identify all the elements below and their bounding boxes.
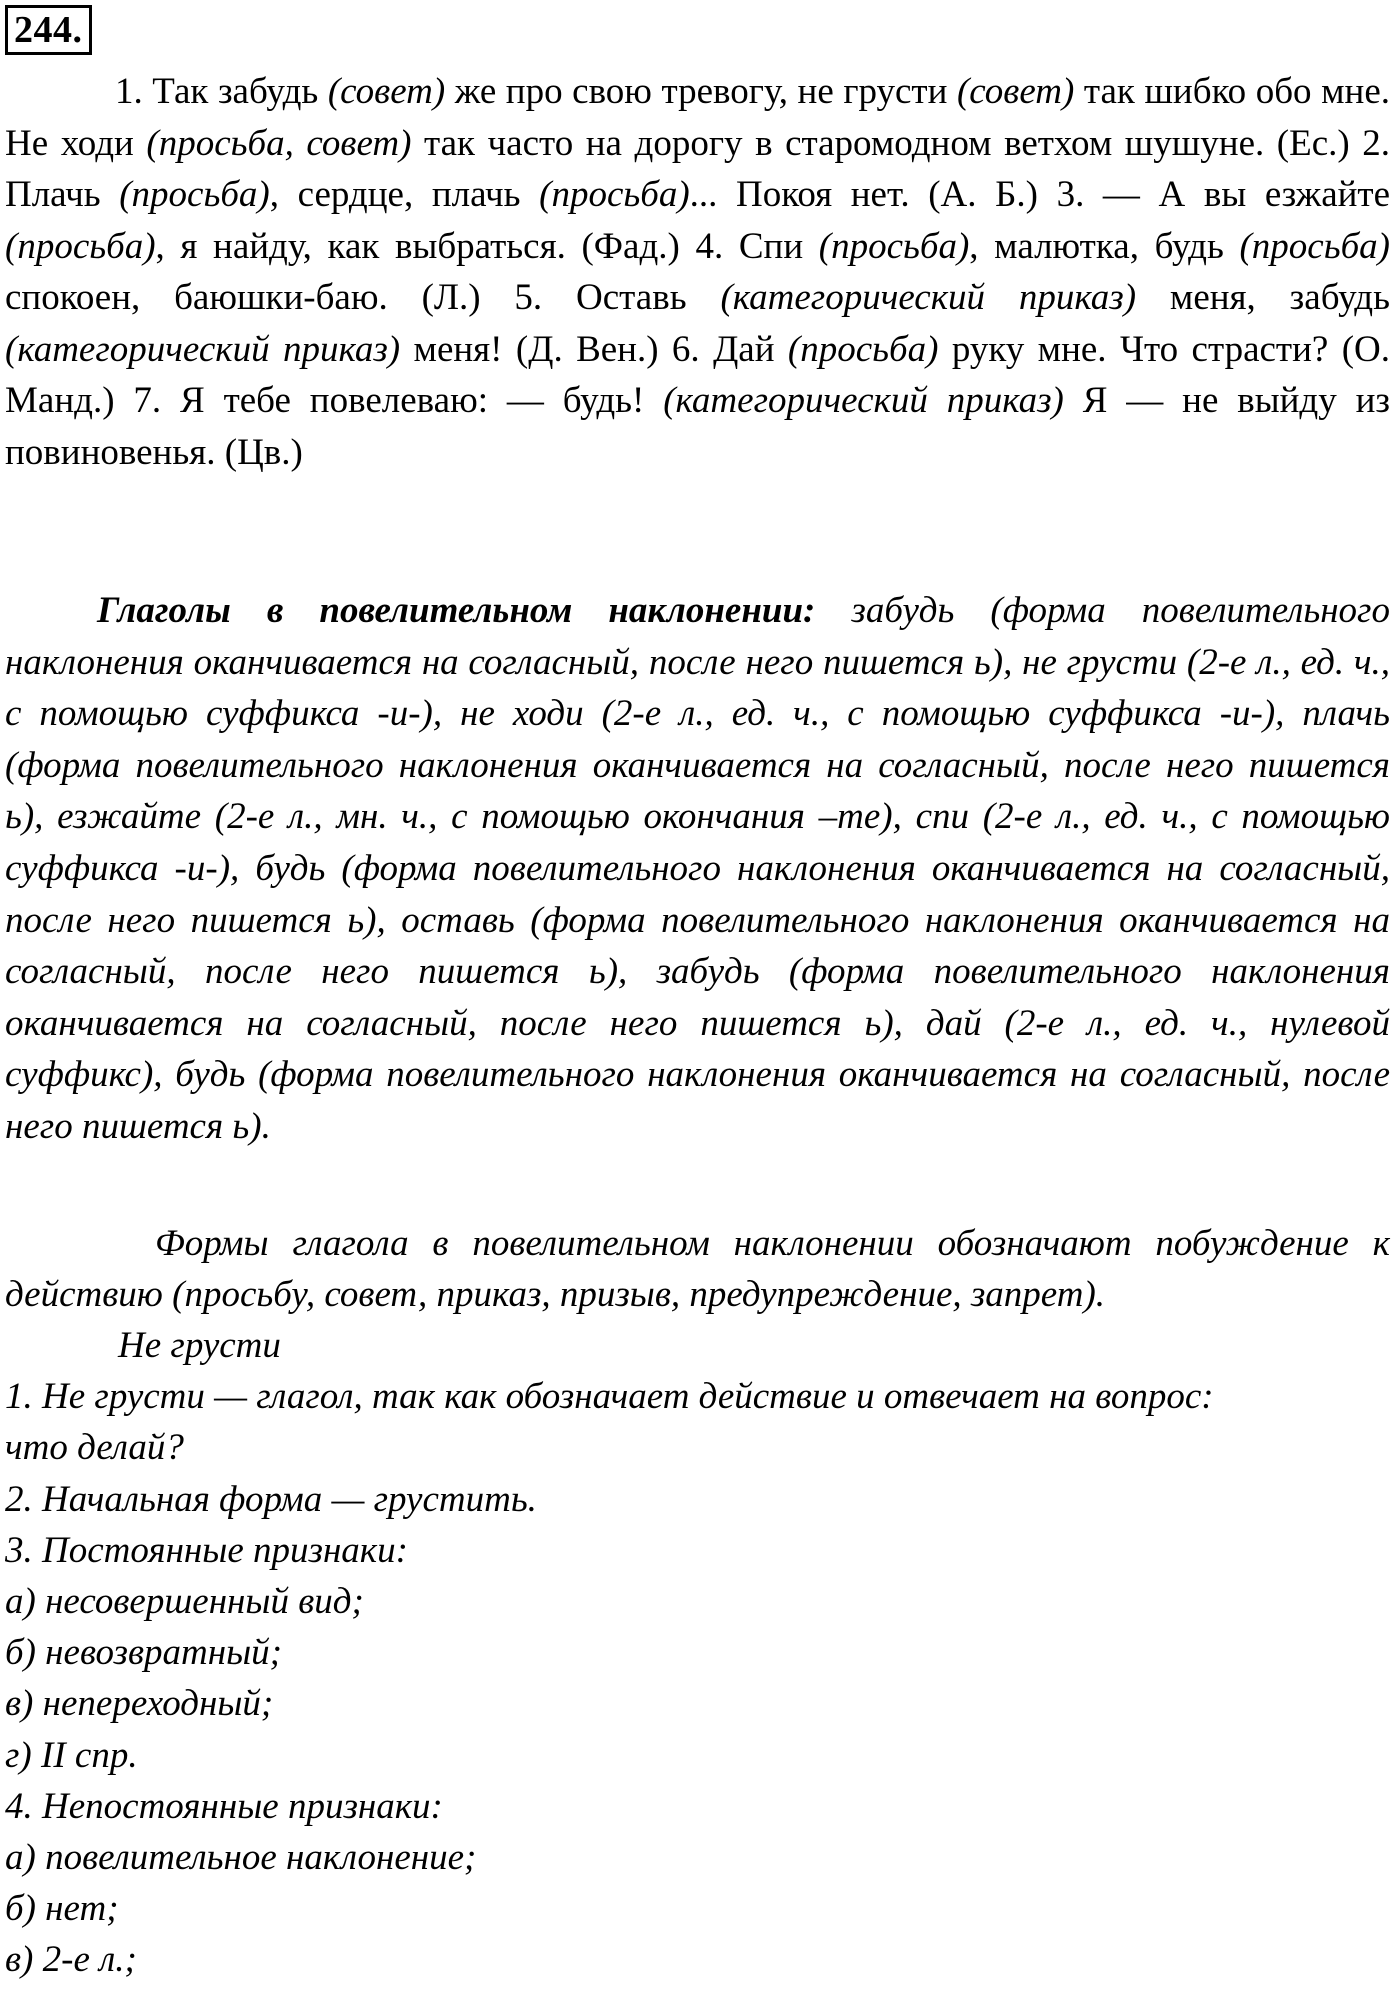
exercise-note: (просьба) — [539, 174, 690, 215]
parse-line: б) нет; — [5, 1888, 119, 1930]
exercise-text-part: так шибко обо мне. Не ходи — [5, 71, 1390, 164]
exercise-text-part: меня! (Д. Вен.) 6. Дай — [400, 328, 788, 370]
parse-line: а) повелительное наклонение; — [5, 1837, 477, 1879]
exercise-text-part: руку мне. Что страсти? (О. Манд.) 7. Я тебе повелеваю: — будь! — [5, 328, 1391, 421]
exercise-note: (просьба) — [1239, 225, 1390, 267]
exercise-text-part: так часто на дорогу в старомодном ветхом шушуне. (Ес.) 2. Плачь — [5, 122, 1391, 215]
exercise-text-part: Я — не выйду из повиновенья. (Цв.) — [5, 380, 1390, 473]
parse-line: в) непереходный; — [5, 1683, 274, 1725]
exercise-note: (категорический приказ) — [720, 277, 1137, 318]
analysis-paragraph — [5, 585, 1390, 1153]
exercise-text-part: спокоен, баюшки-баю. (Л.) 5. Оставь — [5, 277, 721, 318]
parse-title: Не грусти — [118, 1325, 281, 1366]
exercise-note: (совет) — [327, 71, 446, 112]
analysis-text: забудь (форма повелительного наклонения оканчивается на согласный, после него пишется ь), не грусти (2-е л., ед. ч., с помощью суффикса -и-), не ходи (2-е л., ед. ч., с помощью суффикса -и-), плачь (форма повелительного наклонения оканчивается на согласный, после него пишется ь), езжайте (2-е л., мн. ч., с помощью окончания –те), спи (2-е л., ед. ч., с помощью суффикса -и-), будь (форма повелительного наклонения оканчивается на согласный, после него пишется ь), оставь (форма повелительного наклонения оканчивается на согласный, после него пишется ь), забудь (форма повелительного наклонения оканчивается на согласный, после него пишется ь), дай (2-е л., ед. ч., нулевой суффикс), будь (форма повелительного наклонения оканчивается на согласный, после него пишется ь). — [5, 590, 1390, 1147]
exercise-text — [5, 66, 1390, 478]
exercise-text-part: ... Покоя нет. (А. Б.) 3. — А вы езжайте — [689, 174, 1391, 215]
exercise-note: (категорический приказ) — [5, 328, 401, 370]
exercise-note: (просьба) — [5, 225, 156, 267]
parse-line: 1. Не грусти — глагол, так как обозначает действие и отвечает на вопрос: — [5, 1376, 1214, 1418]
parse-line: 3. Постоянные признаки: — [5, 1529, 408, 1571]
exercise-number: 244. — [5, 5, 92, 55]
parse-line: что делай? — [5, 1427, 184, 1469]
analysis-heading: Глаголы в повелительном наклонении: — [97, 590, 816, 631]
parse-line: 4. Непостоянные признаки: — [5, 1785, 443, 1827]
exercise-note: (просьба) — [787, 328, 939, 370]
exercise-note: (просьба, совет) — [146, 122, 412, 164]
exercise-text-part: , я найду, как выбраться. (Фад.) 4. Спи — [155, 225, 819, 267]
exercise-text-part: , сердце, плачь — [269, 174, 540, 215]
exercise-note: (просьба) — [818, 225, 970, 267]
parse-line: г) II спр. — [5, 1734, 138, 1776]
exercise-text-part: же про свою тревогу, не грусти — [445, 71, 957, 112]
parse-list — [5, 1320, 1390, 1986]
parse-line: б) невозвратный; — [5, 1632, 282, 1674]
exercise-text-part: , малютка, будь — [969, 225, 1240, 267]
exercise-note: (категорический приказ) — [663, 380, 1064, 421]
exercise-note: (совет) — [956, 71, 1075, 112]
exercise-text-part: 1. Так забудь — [115, 71, 328, 112]
exercise-note: (просьба) — [119, 174, 270, 215]
parse-line: 2. Начальная форма — грустить. — [5, 1478, 537, 1520]
exercise-text-part: меня, забудь — [1136, 277, 1390, 318]
parse-line: а) несовершенный вид; — [5, 1581, 364, 1623]
forms-note: Формы глагола в повелительном наклонении обозначают побуждение к действию (просьбу, совет, приказ, призыв, предупреждение, запрет). — [5, 1223, 1390, 1315]
parse-line: в) 2-е л.; — [5, 1939, 137, 1981]
